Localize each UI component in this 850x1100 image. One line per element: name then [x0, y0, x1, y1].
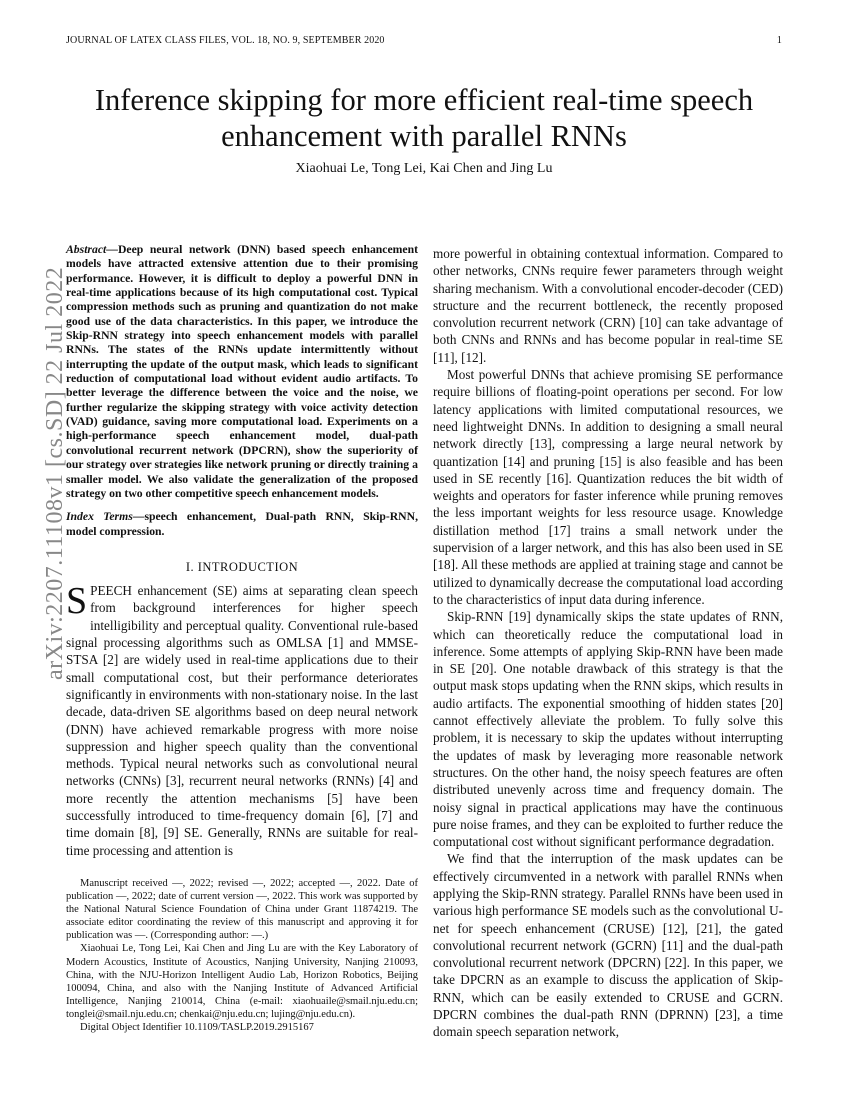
body-paragraph: Skip-RNN [19] dynamically skips the state updates of RNN, which can theoretically reduce the computational load in inference. Some attempts of applying Skip-RNN have been made in SE [20]. One notable drawback of this strategy is that the output mask stops updating when the RNN skips, which results in audio artifacts. The exponential smoothing of hidden states [20] cannot effectively alleviate the problem. To fully solve this problem, it is necessary to skip the updates without interrupting the updates of mask by leveraging more reasonable network structures. On the other hand, the noisy speech features are often distributed unevenly across time and frequency domain. The noisy signal in practical applications may have the continuous pure noise frames, and they can be exploited to further reduce the computational cost without significant performance degradation.	[433, 609, 783, 850]
intro-first-word: PEECH	[90, 583, 132, 599]
abstract	[66, 243, 418, 501]
journal-name: JOURNAL OF LATEX CLASS FILES, VOL. 18, NO. 9, SEPTEMBER 2020	[66, 35, 385, 46]
abstract-text: Deep neural network (DNN) based speech enhancement models have attracted extensive attention due to their promising performance. However, it is difficult to deploy a powerful DNN in real-time applications because of its high computational cost. Typical compression methods such as pruning and quantization do not make good use of the data characteristics. In this paper, we introduce the Skip-RNN strategy into speech enhancement models with parallel RNNs. The states of the RNNs update intermittently without interrupting the update of the output mask, which leads to significant reduction of computational load without evident audio artifacts. To better leverage the difference between the voice and the noise, we further regularize the skipping strategy with voice activity detection (VAD) guidance, saving more computational load. Experiments on a high-performance speech enhancement model, dual-path convolutional recurrent network (DPCRN), show the superiority of our strategy over strategies like network pruning or directly training a smaller model. We also validate the generalization of the proposed strategy on two other competitive speech enhancement models.	[66, 243, 418, 500]
drop-cap: S	[66, 580, 88, 623]
footnote-doi: Digital Object Identifier 10.1109/TASLP.2019.2915167	[80, 1022, 314, 1034]
body-paragraph: Most powerful DNNs that achieve promising SE performance require billions of floating-point operations per second. For low latency applications with limited computational resources, we need lightweight DNNs. In addition to designing a small neural network directly [13], compressing a large neural network by quantization [14] and pruning [15] is also feasible and has been used in SE recently [16]. Quantization reduces the bit width of weights and operators for faster inference while pruning removes the less important weights for less resource usage. Knowledge distillation method [17] trains a small network under the supervision of a larger network, and this has also been used in SE [18]. All these methods are applied at training stage and cannot be utilized to dynamically decrease the computational load according to the characteristics of input data during inference.	[433, 367, 783, 607]
index-terms-label: Index Terms	[66, 510, 133, 524]
footnotes	[66, 877, 418, 1034]
intro-paragraph	[66, 582, 418, 859]
paper-title: Inference skipping for more efficient real-time speech enhancement with parallel RNNs	[94, 83, 754, 153]
running-head	[66, 35, 782, 46]
abstract-label: Abstract—	[66, 243, 118, 256]
index-terms-text: —speech enhancement, Dual-path RNN, Skip-RNN, model compression.	[66, 510, 418, 538]
footnote-manuscript: Manuscript received —, 2022; revised —, 2022; accepted —, 2022. Date of publication —, 2022; date of current version —, 2022. This work was supported by the National Natural Science Foundation of China under Grant 11874219. The associate editor coordinating the review of this manuscript and approving it for publication was —. (Corresponding author: —.)	[66, 878, 418, 942]
intro-text: enhancement (SE) aims at separating clean speech from background interferences for higher speech intelligibility and perceptual quality. Conventional rule-based signal processing algorithms such as OMLSA [1] and MMSE-STSA [2] are widely used in real-time applications due to their small computational cost, but their performance deteriorates significantly in environments with non-stationary noise. In the last decade, data-driven SE algorithms based on deep neural network (DNN) have achieved remarkable progress with more noise suppression and higher speech quality than the conventional methods. Typical neural networks such as convolutional neural networks (CNNs) [3], recurrent neural networks (RNNs) [4] and more recently the attention mechanisms [5] have been successfully introduced to time-frequency domain [6], [7] and time domain [8], [9] SE. Generally, RNNs are suitable for real-time processing and attention is	[66, 583, 418, 858]
index-terms	[66, 510, 418, 539]
left-column	[66, 243, 418, 859]
right-column	[433, 245, 783, 1041]
section-heading-introduction: I. INTRODUCTION	[185, 559, 299, 574]
body-paragraph: We find that the interruption of the mask updates can be effectively circumvented in a network with parallel RNNs when applying the Skip-RNN strategy. Parallel RNNs have been used in various high performance SE models such as the convolutional U-net for speech enhancement (CRUSE) [12], [21], the gated convolutional recurrent network (GCRN) [11] and the dual-path convolutional recurrent network (DPCRN) [22]. In this paper, we take DPCRN as an example to discuss the application of Skip-RNN, which can be easily extended to CRUSE and GCRN. DPCRN combines the dual-path RNN (DPRNN) [23], a time domain speech separation network,	[433, 851, 784, 1040]
arxiv-stamp: arXiv:2207.11108v1 [cs.SD] 22 Jul 2022	[42, 266, 68, 680]
page-number: 1	[776, 35, 782, 46]
footnote-affiliations: Xiaohuai Le, Tong Lei, Kai Chen and Jing Lu are with the Key Laboratory of Modern Acoustics, Institute of Acoustics, Nanjing University, Nanjing 210093, China, with the NJU-Horizon Intelligent Audio Lab, Horizon Robotics, Beijing 100094, China, and also with the Nanjing Institute of Advanced Artificial Intelligence, Nanjing 210014, China (e-mail: xiaohuaile@smail.nju.edu.cn; tonglei@smail.nju.edu.cn; chenkai@nju.edu.cn; lujing@nju.edu.cn).	[66, 943, 418, 1020]
author-list: Xiaohuai Le, Tong Lei, Kai Chen and Jing Lu	[295, 161, 553, 176]
body-paragraph: more powerful in obtaining contextual information. Compared to other networks, CNNs require fewer parameters through weight sharing mechanism. With a convolutional encoder-decoder (CED) structure and the recurrent bottleneck, the recently proposed convolution recurrent network (CRN) [10] can take advantage of both CNNs and RNNs and has become popular in real-time SE [11], [12].	[433, 246, 783, 365]
